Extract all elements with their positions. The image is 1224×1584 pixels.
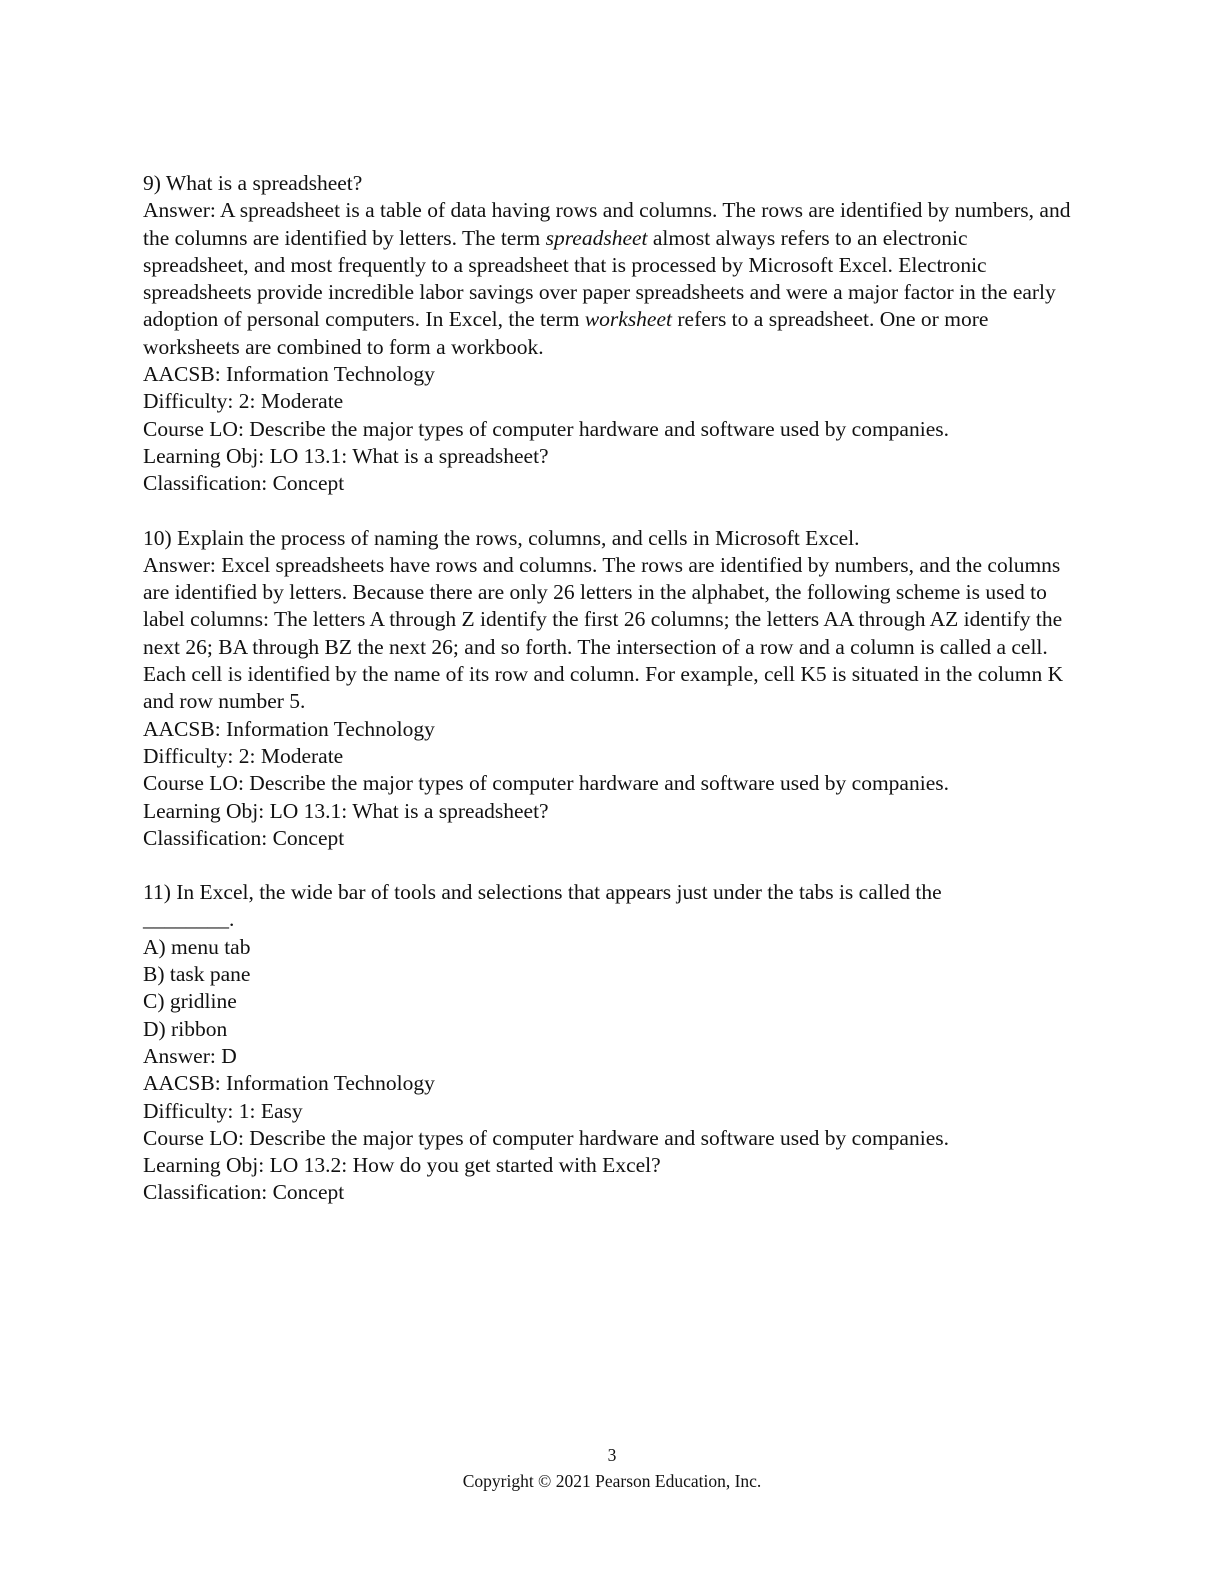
course-lo-line: Course LO: Describe the major types of computer hardware and software used by companies. <box>143 1125 949 1150</box>
question-text: 9) What is a spreadsheet? <box>143 171 363 195</box>
aacsb-line: AACSB: Information Technology <box>143 1071 435 1096</box>
answer-part: almost always refers to an electronic spreadsheet, and most frequently to a spreadsheet that is processed by Microsoft Excel. Electronic spreadsheets provide incredible labor savings over paper spreadsheets and were a major factor in the early adoption of personal computers. In Excel, the term <box>143 225 1056 332</box>
aacsb-line: AACSB: Information Technology <box>143 716 435 741</box>
difficulty-line: Difficulty: 2: Moderate <box>143 389 344 414</box>
answer-label: Answer: <box>143 198 221 223</box>
question-block-10 <box>143 525 1093 853</box>
answer-part: refers to a spreadsheet. One or more worksheets are combined to form a workbook. <box>143 307 989 359</box>
option-b: B) task pane <box>143 962 251 987</box>
learning-obj-line: Learning Obj: LO 13.2: How do you get started with Excel? <box>143 1153 661 1178</box>
classification-line: Classification: Concept <box>143 825 345 850</box>
answer-text: Answer: Excel spreadsheets have rows and columns. The rows are identified by numbers, and the columns are identified by letters. Because there are only 26 letters in the alphabet, the following scheme is used to label columns: The letters A through Z identify the first 26 columns; the letters AA through AZ identify the next 26; BA through BZ the next 26; and so forth. The intersection of a row and a column is called a cell. Each cell is identified by the name of its row and column. For example, cell K5 is situated in the column K and row number 5. <box>143 552 1064 714</box>
difficulty-line: Difficulty: 1: Easy <box>143 1098 303 1123</box>
aacsb-line: AACSB: Information Technology <box>143 362 435 387</box>
option-c: C) gridline <box>143 989 237 1014</box>
page-number: 3 <box>607 1445 617 1465</box>
answer-text: Answer: D <box>143 1043 237 1068</box>
option-d: D) ribbon <box>143 1016 228 1041</box>
question-block-11 <box>143 879 1093 1207</box>
learning-obj-line: Learning Obj: LO 13.1: What is a spreadsheet? <box>143 443 549 468</box>
question-text: 11) In Excel, the wide bar of tools and selections that appears just under the tabs is called the <box>143 880 942 905</box>
learning-obj-line: Learning Obj: LO 13.1: What is a spreadsheet? <box>143 798 549 823</box>
course-lo-line: Course LO: Describe the major types of computer hardware and software used by companies. <box>143 416 949 441</box>
answer-term-spreadsheet: spreadsheet <box>545 225 648 250</box>
option-a: A) menu tab <box>143 934 251 959</box>
answer-part: A spreadsheet is a table of data having rows and columns. The rows are identified by numbers, and the columns are identified by letters. The term <box>143 198 1071 250</box>
course-lo-line: Course LO: Describe the major types of computer hardware and software used by companies. <box>143 771 949 796</box>
answer-text <box>143 197 1078 361</box>
copyright-notice: Copyright © 2021 Pearson Education, Inc. <box>462 1471 762 1491</box>
document-body <box>143 170 1093 1207</box>
question-blank: ________. <box>143 907 235 932</box>
question-block-9 <box>143 170 1093 498</box>
classification-line: Classification: Concept <box>143 1180 345 1205</box>
difficulty-line: Difficulty: 2: Moderate <box>143 743 344 768</box>
answer-term-worksheet: worksheet <box>584 307 672 332</box>
question-text: 10) Explain the process of naming the rows, columns, and cells in Microsoft Excel. <box>143 525 860 550</box>
classification-line: Classification: Concept <box>143 471 345 496</box>
